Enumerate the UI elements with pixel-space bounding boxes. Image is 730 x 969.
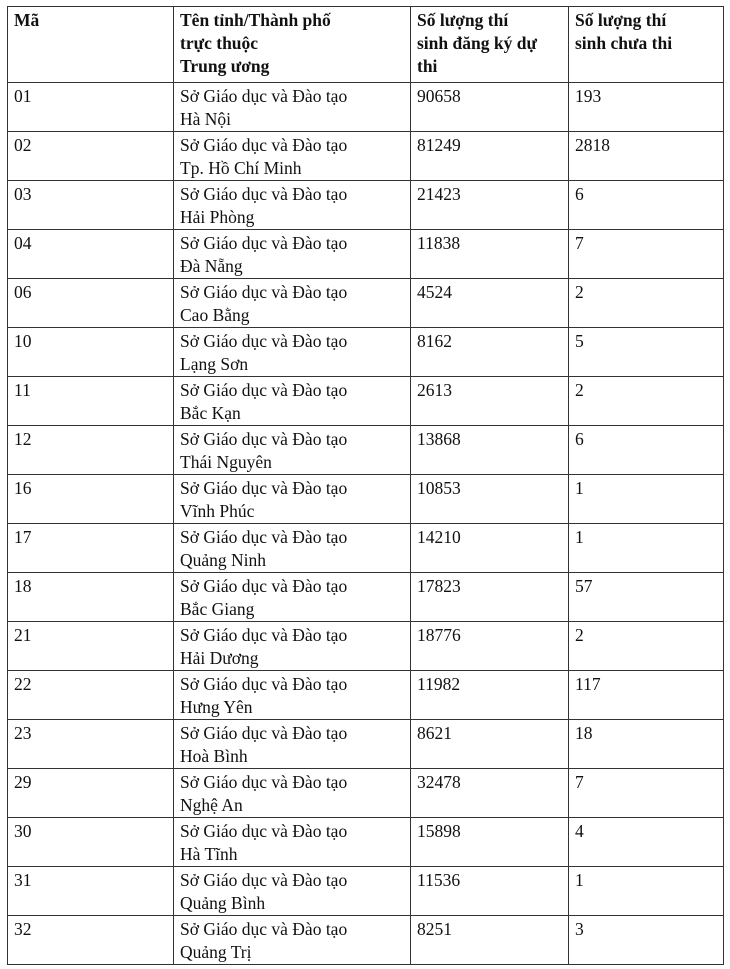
cell-province <box>174 818 411 867</box>
cell-code-code: 30 <box>14 821 32 841</box>
cell-province-province: Quảng Ninh <box>180 550 267 570</box>
cell-registered <box>411 328 569 377</box>
cell-absent-absent: 117 <box>575 674 601 694</box>
cell-province-dept: Sở Giáo dục và Đào tạo <box>180 576 348 596</box>
cell-absent-absent: 5 <box>575 331 584 351</box>
cell-code <box>8 769 174 818</box>
table-row <box>8 622 724 671</box>
cell-province-dept: Sở Giáo dục và Đào tạo <box>180 625 348 645</box>
cell-code-code: 32 <box>14 919 32 939</box>
table-row <box>8 720 724 769</box>
cell-code <box>8 573 174 622</box>
cell-code-code: 04 <box>14 233 32 253</box>
cell-code <box>8 279 174 328</box>
candidates-table <box>7 6 724 965</box>
cell-registered-registered: 10853 <box>417 478 461 498</box>
cell-province-dept: Sở Giáo dục và Đào tạo <box>180 478 348 498</box>
cell-absent-absent: 2 <box>575 282 584 302</box>
header-absent-line: Số lượng thí <box>575 10 667 30</box>
cell-code <box>8 377 174 426</box>
cell-registered <box>411 720 569 769</box>
cell-registered-registered: 90658 <box>417 86 461 106</box>
table-row <box>8 328 724 377</box>
cell-province <box>174 328 411 377</box>
cell-code-code: 31 <box>14 870 32 890</box>
header-registered-line: Số lượng thí <box>417 10 509 30</box>
cell-code-code: 29 <box>14 772 32 792</box>
cell-province-dept: Sở Giáo dục và Đào tạo <box>180 86 348 106</box>
header-province-name-line: trực thuộc <box>180 33 259 53</box>
cell-registered <box>411 83 569 132</box>
cell-province-dept: Sở Giáo dục và Đào tạo <box>180 184 348 204</box>
cell-absent <box>569 867 724 916</box>
cell-code-code: 11 <box>14 380 31 400</box>
cell-code <box>8 426 174 475</box>
cell-province-dept: Sở Giáo dục và Đào tạo <box>180 233 348 253</box>
table-row <box>8 671 724 720</box>
cell-province-dept: Sở Giáo dục và Đào tạo <box>180 135 348 155</box>
cell-province-province: Vĩnh Phúc <box>180 501 255 521</box>
cell-province <box>174 916 411 965</box>
cell-province-dept: Sở Giáo dục và Đào tạo <box>180 919 348 939</box>
cell-registered <box>411 475 569 524</box>
cell-province-province: Hải Dương <box>180 648 259 668</box>
header-registered-count <box>411 7 569 83</box>
cell-absent <box>569 475 724 524</box>
cell-code-code: 06 <box>14 282 32 302</box>
cell-absent-absent: 3 <box>575 919 584 939</box>
cell-registered <box>411 230 569 279</box>
table-header-row <box>8 7 724 83</box>
cell-code-code: 03 <box>14 184 32 204</box>
cell-absent <box>569 524 724 573</box>
cell-province <box>174 720 411 769</box>
cell-registered <box>411 426 569 475</box>
cell-code-code: 17 <box>14 527 32 547</box>
cell-registered <box>411 818 569 867</box>
cell-registered-registered: 11982 <box>417 674 461 694</box>
table-row <box>8 426 724 475</box>
cell-registered-registered: 13868 <box>417 429 461 449</box>
cell-registered <box>411 622 569 671</box>
cell-province <box>174 83 411 132</box>
cell-registered-registered: 11536 <box>417 870 461 890</box>
cell-province <box>174 475 411 524</box>
cell-province-dept: Sở Giáo dục và Đào tạo <box>180 870 348 890</box>
table-row <box>8 279 724 328</box>
cell-province-province: Hà Tĩnh <box>180 844 238 864</box>
document-page <box>7 6 724 965</box>
cell-province-province: Bắc Giang <box>180 599 255 619</box>
cell-registered <box>411 132 569 181</box>
cell-absent-absent: 4 <box>575 821 584 841</box>
cell-code-code: 18 <box>14 576 32 596</box>
header-province-name-line: Tên tỉnh/Thành phố <box>180 10 331 30</box>
cell-province <box>174 230 411 279</box>
cell-absent <box>569 818 724 867</box>
header-province-name-line: Trung ương <box>180 56 270 76</box>
table-row <box>8 83 724 132</box>
table-row <box>8 573 724 622</box>
cell-province-dept: Sở Giáo dục và Đào tạo <box>180 527 348 547</box>
cell-absent <box>569 328 724 377</box>
cell-province-dept: Sở Giáo dục và Đào tạo <box>180 380 348 400</box>
cell-province-province: Quảng Trị <box>180 942 252 962</box>
table-row <box>8 818 724 867</box>
cell-registered-registered: 8621 <box>417 723 452 743</box>
table-row <box>8 132 724 181</box>
cell-registered <box>411 916 569 965</box>
cell-absent-absent: 193 <box>575 86 602 106</box>
cell-absent <box>569 83 724 132</box>
cell-absent-absent: 6 <box>575 184 584 204</box>
table-row <box>8 769 724 818</box>
cell-registered-registered: 2613 <box>417 380 452 400</box>
table-row <box>8 181 724 230</box>
cell-province-province: Hoà Bình <box>180 746 248 766</box>
cell-province-province: Hải Phòng <box>180 207 255 227</box>
cell-registered-registered: 15898 <box>417 821 461 841</box>
cell-absent <box>569 426 724 475</box>
cell-absent-absent: 7 <box>575 772 584 792</box>
cell-province <box>174 867 411 916</box>
cell-province-province: Cao Bằng <box>180 305 250 325</box>
cell-province <box>174 181 411 230</box>
cell-registered-registered: 32478 <box>417 772 461 792</box>
cell-province <box>174 426 411 475</box>
cell-province-province: Quảng Bình <box>180 893 266 913</box>
cell-absent <box>569 377 724 426</box>
header-absent-count <box>569 7 724 83</box>
cell-province <box>174 769 411 818</box>
cell-absent <box>569 622 724 671</box>
cell-registered <box>411 573 569 622</box>
cell-province-province: Lạng Sơn <box>180 354 249 374</box>
cell-province <box>174 622 411 671</box>
cell-province-province: Đà Nẵng <box>180 256 243 276</box>
cell-registered-registered: 8162 <box>417 331 452 351</box>
cell-code <box>8 720 174 769</box>
cell-province-province: Tp. Hồ Chí Minh <box>180 158 302 178</box>
cell-province-dept: Sở Giáo dục và Đào tạo <box>180 331 348 351</box>
cell-registered-registered: 14210 <box>417 527 461 547</box>
cell-code <box>8 230 174 279</box>
cell-code-code: 21 <box>14 625 32 645</box>
table-row <box>8 867 724 916</box>
cell-code <box>8 818 174 867</box>
cell-absent <box>569 671 724 720</box>
cell-registered <box>411 377 569 426</box>
cell-province-province: Nghệ An <box>180 795 243 815</box>
cell-code-code: 01 <box>14 86 32 106</box>
cell-registered-registered: 8251 <box>417 919 452 939</box>
cell-code <box>8 867 174 916</box>
cell-code-code: 16 <box>14 478 32 498</box>
cell-registered-registered: 11838 <box>417 233 461 253</box>
cell-absent-absent: 2 <box>575 625 584 645</box>
cell-province-province: Hà Nội <box>180 109 232 129</box>
cell-province-dept: Sở Giáo dục và Đào tạo <box>180 282 348 302</box>
cell-absent-absent: 1 <box>575 478 584 498</box>
cell-province <box>174 524 411 573</box>
cell-absent-absent: 1 <box>575 870 584 890</box>
cell-absent-absent: 2818 <box>575 135 610 155</box>
table-row <box>8 377 724 426</box>
cell-province <box>174 671 411 720</box>
cell-registered <box>411 867 569 916</box>
cell-province <box>174 132 411 181</box>
cell-absent-absent: 1 <box>575 527 584 547</box>
cell-absent-absent: 18 <box>575 723 593 743</box>
header-absent-line: sinh chưa thi <box>575 33 673 53</box>
cell-registered-registered: 81249 <box>417 135 461 155</box>
cell-absent <box>569 132 724 181</box>
cell-absent <box>569 720 724 769</box>
cell-registered <box>411 671 569 720</box>
cell-province-dept: Sở Giáo dục và Đào tạo <box>180 772 348 792</box>
cell-code <box>8 524 174 573</box>
cell-code <box>8 916 174 965</box>
cell-code-code: 12 <box>14 429 32 449</box>
cell-registered-registered: 4524 <box>417 282 452 302</box>
cell-registered-registered: 18776 <box>417 625 461 645</box>
table-row <box>8 524 724 573</box>
cell-absent <box>569 916 724 965</box>
cell-province <box>174 279 411 328</box>
cell-province-dept: Sở Giáo dục và Đào tạo <box>180 821 348 841</box>
header-province-name <box>174 7 411 83</box>
cell-code <box>8 622 174 671</box>
cell-absent <box>569 230 724 279</box>
cell-absent-absent: 57 <box>575 576 593 596</box>
table-body <box>8 83 724 965</box>
cell-code-code: 22 <box>14 674 32 694</box>
cell-absent-absent: 6 <box>575 429 584 449</box>
header-registered-line: sinh đăng ký dự <box>417 33 537 53</box>
cell-code <box>8 132 174 181</box>
cell-registered <box>411 279 569 328</box>
cell-province-dept: Sở Giáo dục và Đào tạo <box>180 723 348 743</box>
cell-province-province: Thái Nguyên <box>180 452 272 472</box>
cell-code <box>8 328 174 377</box>
cell-absent <box>569 181 724 230</box>
cell-registered-registered: 17823 <box>417 576 461 596</box>
cell-code-code: 23 <box>14 723 32 743</box>
cell-code-code: 10 <box>14 331 32 351</box>
cell-code <box>8 475 174 524</box>
cell-code <box>8 181 174 230</box>
cell-province <box>174 573 411 622</box>
table-row <box>8 230 724 279</box>
cell-registered <box>411 769 569 818</box>
cell-absent-absent: 7 <box>575 233 584 253</box>
cell-absent <box>569 279 724 328</box>
cell-province <box>174 377 411 426</box>
cell-registered <box>411 524 569 573</box>
cell-absent-absent: 2 <box>575 380 584 400</box>
header-code: Mã <box>8 7 174 83</box>
table-row <box>8 916 724 965</box>
cell-registered <box>411 181 569 230</box>
table-row <box>8 475 724 524</box>
cell-absent <box>569 769 724 818</box>
cell-code <box>8 671 174 720</box>
cell-province-dept: Sở Giáo dục và Đào tạo <box>180 429 348 449</box>
cell-code-code: 02 <box>14 135 32 155</box>
cell-code <box>8 83 174 132</box>
cell-absent <box>569 573 724 622</box>
cell-province-province: Hưng Yên <box>180 697 253 717</box>
cell-registered-registered: 21423 <box>417 184 461 204</box>
cell-province-province: Bắc Kạn <box>180 403 241 423</box>
cell-province-dept: Sở Giáo dục và Đào tạo <box>180 674 348 694</box>
header-registered-line: thi <box>417 56 438 76</box>
